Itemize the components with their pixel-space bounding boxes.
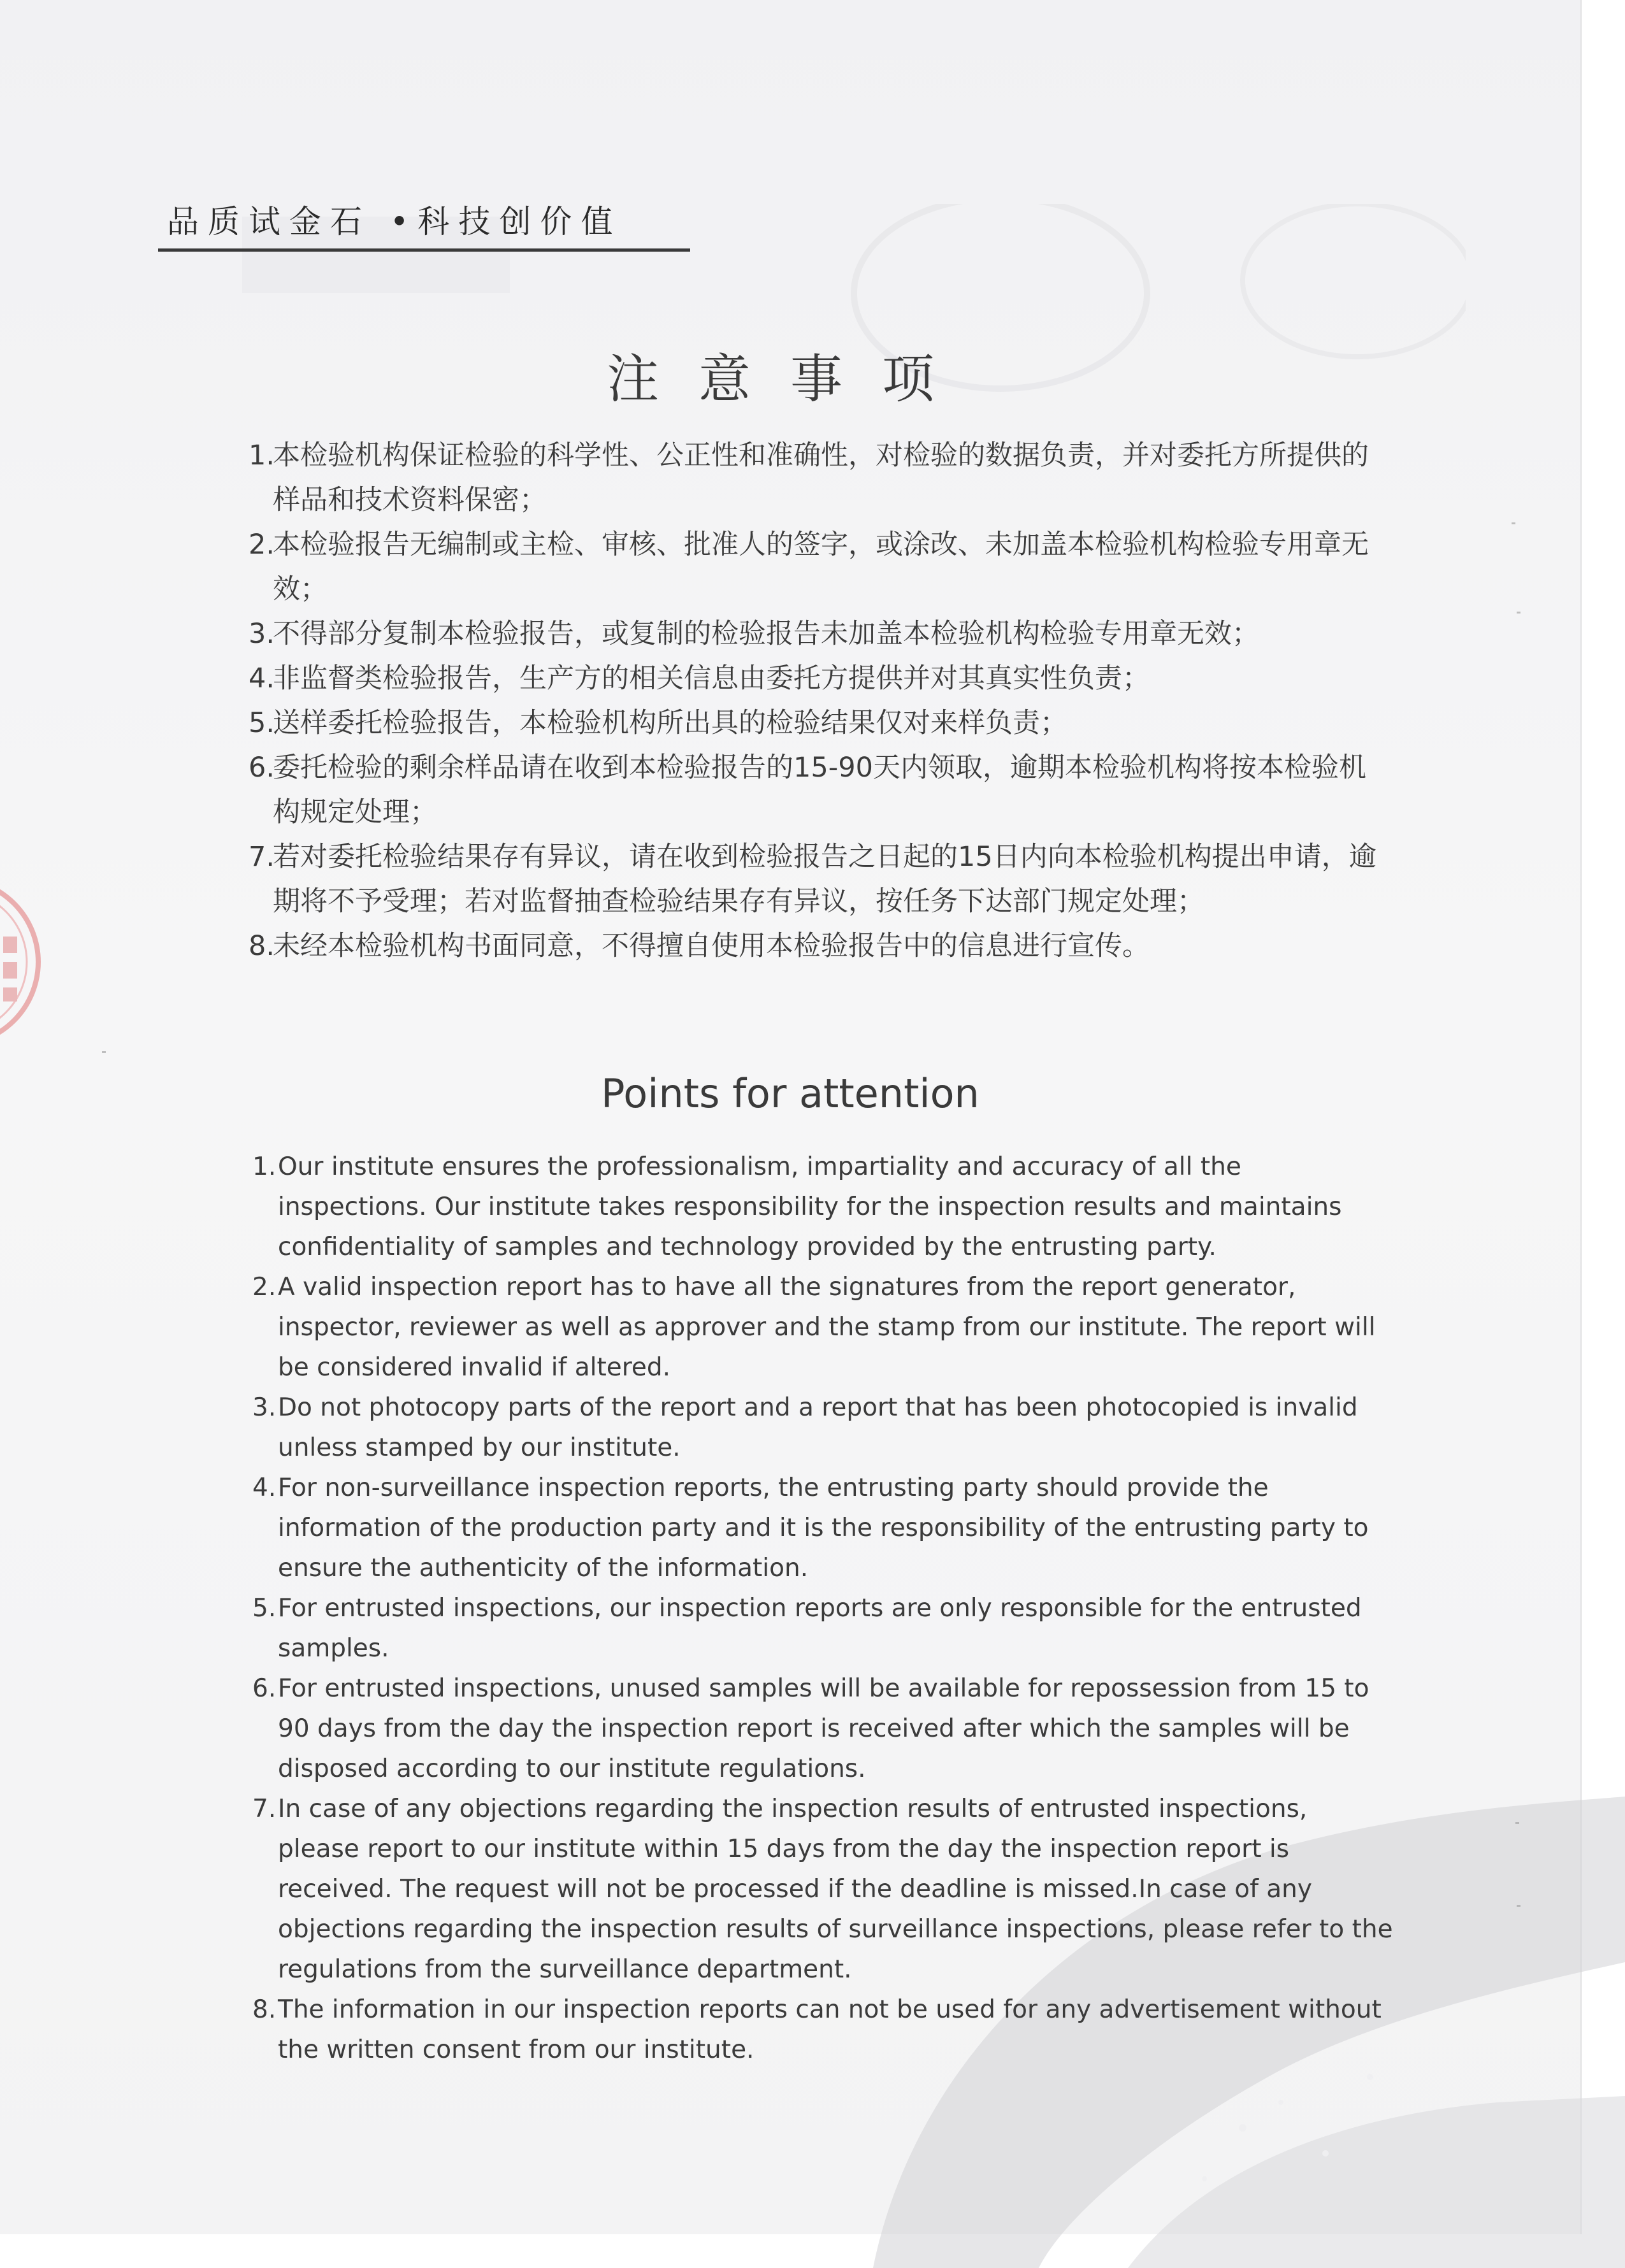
chinese-section-title: 注意事项 [606, 349, 974, 410]
scan-speck [1515, 1822, 1519, 1824]
list-item [252, 1468, 1393, 1588]
item-number: 1. [252, 1152, 277, 1181]
item-number: 6. [249, 752, 275, 784]
item-text: Do not photocopy parts of the report and a report that has been photocopied is invalid unless stamped by our institute. [278, 1393, 1358, 1462]
item-number: 2. [249, 529, 275, 561]
list-item [252, 1147, 1393, 1267]
red-seal-stamp [0, 866, 51, 1058]
list-item [249, 745, 1389, 835]
item-number: 8. [252, 1995, 277, 2024]
item-number: 7. [249, 841, 275, 873]
item-text: The information in our inspection reports can not be used for any advertisement without the written consent from our institute. [278, 1995, 1382, 2064]
item-number: 7. [252, 1795, 277, 1823]
item-text: In case of any objections regarding the inspection results of entrusted inspections, please report to our institute within 15 days from the day the inspection report is received. The request will not be processed if the deadline is missed.In case of any objections regarding the inspection results of surveillance inspections, please refer to the regulations from the surveillance department. [278, 1795, 1393, 1984]
english-section-title: Points for attention [601, 1070, 979, 1117]
list-item [249, 835, 1389, 924]
scan-speck [102, 1051, 106, 1053]
list-item [252, 1789, 1393, 1990]
item-text: A valid inspection report has to have all the signatures from the report generator, inspector, reviewer as well as approver and the stamp from our institute. The report will be considered invalid if altered. [278, 1273, 1376, 1382]
item-text: For entrusted inspections, unused samples will be available for repossession from 15 to 90 days from the day the inspection report is received after which the samples will be disposed according to our institute regulations. [278, 1674, 1369, 1783]
item-text: For non-surveillance inspection reports, the entrusting party should provide the information of the production party and it is the responsibility of the entrusting party to ensure the authenticity of the information. [278, 1474, 1369, 1583]
item-number: 4. [249, 663, 275, 694]
item-number: 5. [249, 707, 275, 739]
item-number: 3. [249, 618, 275, 650]
list-item [249, 701, 1389, 745]
item-text: 未经本检验机构书面同意，不得擅自使用本检验报告中的信息进行宣传。 [273, 930, 1150, 962]
item-number: 3. [252, 1393, 277, 1422]
item-number: 6. [252, 1674, 277, 1703]
item-text: 若对委托检验结果存有异议，请在收到检验报告之日起的15日内向本检验机构提出申请，逾期将不予受理；若对监督抽查检验结果存有异议，按任务下达部门规定处理； [273, 841, 1376, 917]
item-number: 2. [252, 1273, 277, 1302]
english-notice-list [252, 1147, 1393, 2070]
list-item [252, 1388, 1393, 1468]
chinese-notice-list [249, 433, 1389, 968]
list-item [252, 1669, 1393, 1789]
item-number: 8. [249, 930, 275, 962]
item-text: For entrusted inspections, our inspection reports are only responsible for the entrusted samples. [278, 1594, 1362, 1663]
item-text: Our institute ensures the professionalism, impartiality and accuracy of all the inspections. Our institute takes responsibility for the inspection results and maintains confidentiality of samples and technology provided by the entrusting party. [278, 1152, 1342, 1261]
item-text: 委托检验的剩余样品请在收到本检验报告的15-90天内领取，逾期本检验机构将按本检验机构规定处理； [273, 752, 1366, 828]
list-item [249, 433, 1389, 522]
scan-speck [1517, 612, 1520, 614]
item-text: 送样委托检验报告，本检验机构所出具的检验结果仅对来样负责； [273, 707, 1067, 739]
list-item [252, 1267, 1393, 1388]
item-number: 1. [249, 440, 275, 471]
item-text: 不得部分复制本检验报告，或复制的检验报告未加盖本检验机构检验专用章无效； [273, 618, 1259, 650]
item-text: 本检验报告无编制或主检、审核、批准人的签字，或涂改、未加盖本检验机构检验专用章无效； [273, 529, 1369, 605]
list-item [252, 1588, 1393, 1669]
list-item [249, 522, 1389, 612]
list-item [249, 656, 1389, 701]
scan-speck [1517, 1905, 1520, 1907]
list-item [249, 924, 1389, 968]
item-number: 5. [252, 1594, 277, 1623]
header-underline [158, 248, 690, 252]
item-text: 本检验机构保证检验的科学性、公正性和准确性，对检验的数据负责，并对委托方所提供的样品和技术资料保密； [273, 440, 1369, 516]
list-item [252, 1990, 1393, 2070]
item-number: 4. [252, 1474, 277, 1502]
item-text: 非监督类检验报告，生产方的相关信息由委托方提供并对其真实性负责； [273, 663, 1150, 694]
scan-speck [1512, 522, 1515, 524]
header-slogan: 品质试金石 •科技创价值 [167, 203, 622, 240]
list-item [249, 612, 1389, 656]
